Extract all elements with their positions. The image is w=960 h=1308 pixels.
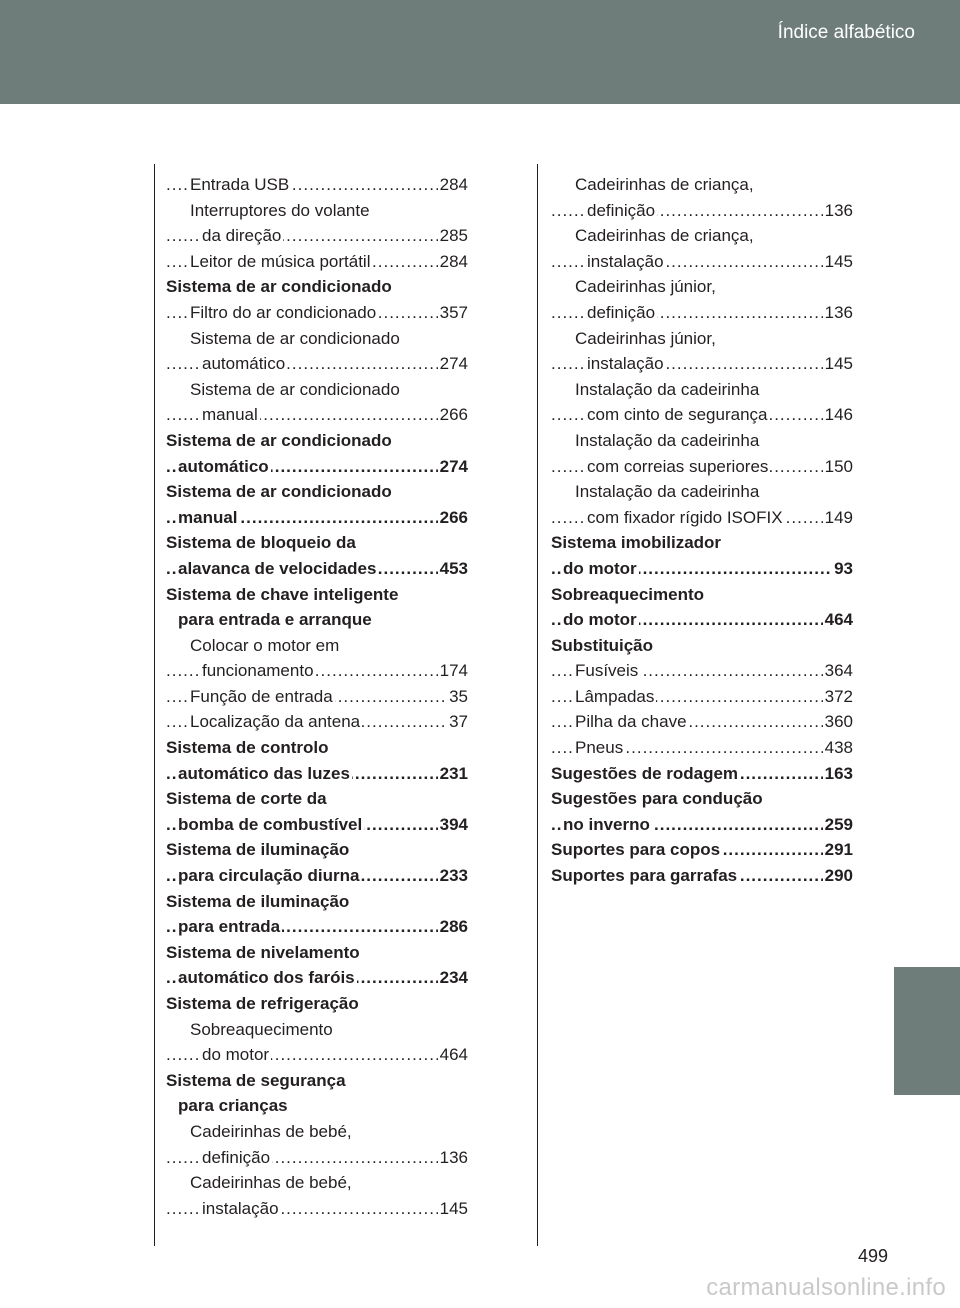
index-entry [166,326,468,352]
index-entry [166,607,468,633]
index-entry-page: 93 [832,556,853,582]
index-entry-page: 231 [438,761,468,787]
index-entry-text: Sistema de ar condicionado [166,277,392,297]
index-entry-page: 266 [438,505,468,531]
index-entry-text: automático dos faróis [178,968,355,988]
index-entry-text: instalação [587,251,664,271]
index-entry [166,556,468,582]
index-entry [551,351,853,377]
index-entry [166,633,468,659]
index-entry [166,914,468,940]
index-entry [166,1196,468,1222]
index-entry-page: 286 [438,914,468,940]
index-entry-text: com correias superiores [587,456,769,476]
index-entry [551,709,853,735]
index-entry [166,863,468,889]
index-entry-text: Fusíveis [575,661,639,681]
index-entry [551,428,853,454]
index-entry-page: 163 [823,761,853,787]
index-entry-page: 357 [438,300,468,326]
index-entry [551,402,853,428]
index-entry [551,582,853,608]
index-entry-text: Sistema de iluminação [166,891,350,911]
index-entry-text: Sistema de ar condicionado [166,482,392,502]
index-entry [166,889,468,915]
index-entry-text: Lâmpadas [575,686,655,706]
index-entry [166,1093,468,1119]
index-entry-text: Substituição [551,635,654,655]
index-entry-page: 284 [438,249,468,275]
index-entry [166,1145,468,1171]
index-entry [551,684,853,710]
index-entry-text: Cadeirinhas de criança, [575,175,754,194]
index-entry-text: Sistema de nivelamento [166,942,360,962]
index-entry-page: 364 [823,658,853,684]
index-entry-text: com fixador rígido ISOFIX [587,507,783,527]
index-entry-page: 464 [438,1042,468,1068]
index-entry-text: Instalação da cadeirinha [575,482,760,502]
index-entry-text: Sugestões de rodagem [551,763,739,783]
index-entry-text: Cadeirinhas júnior, [575,328,716,348]
index-entry-page: 174 [438,658,468,684]
index-entry-page: 234 [438,965,468,991]
index-entry [166,377,468,403]
index-entry-page: 266 [438,402,468,428]
index-entry-text: definição [202,1147,271,1167]
index-entry-text: automático das luzes [178,763,350,783]
watermark: carmanualsonline.info [706,1274,946,1301]
index-entry-text: automático [202,354,286,374]
index-entry-text: Cadeirinhas júnior, [575,277,716,297]
column-divider-middle [537,164,538,1246]
index-entry-text: do motor [563,610,637,630]
index-entry-text: Instalação da cadeirinha [575,430,760,450]
index-entry [551,479,853,505]
index-entry-page: 274 [438,351,468,377]
index-entry [166,428,468,454]
index-entry-page: 394 [438,812,468,838]
index-entry-text: definição [587,200,656,220]
index-entry-text: Pneus [575,738,624,758]
index-entry-text: Pilha da chave [575,712,687,732]
index-entry-page: 149 [823,505,853,531]
index-entry [551,223,853,249]
index-entry-text: do motor [563,558,637,578]
index-entry [166,965,468,991]
index-entry [166,684,468,710]
chapter-tab [894,967,960,1095]
index-entry-text: para entrada [178,917,281,937]
index-entry [551,607,853,633]
index-entry [551,863,853,889]
index-entry [551,249,853,275]
index-entry [166,1042,468,1068]
index-entry-text: Leitor de música portátil [190,251,371,271]
index-entry [166,402,468,428]
index-entry-text: para circulação diurna [178,866,360,886]
index-entry-text: Sistema de refrigeração [166,994,359,1013]
index-entry [166,709,468,735]
index-entry-text: manual [178,507,238,527]
index-entry-text: para entrada e arranque [178,610,372,630]
index-entry [166,1017,468,1043]
index-entry-text: do motor [202,1045,270,1065]
index-entry-page: 136 [823,300,853,326]
index-entry-page: 233 [438,863,468,889]
index-entry-text: Função de entrada [190,686,333,706]
column-divider-left [154,164,155,1246]
index-entry-text: alavanca de velocidades [178,558,377,578]
index-entry [551,454,853,480]
index-entry-page: 274 [438,454,468,480]
index-entry-text: Sistema de segurança [166,1070,346,1090]
index-entry-text: Sistema de ar condicionado [166,430,392,450]
index-entry-text: Sistema de chave inteligente [166,584,399,604]
index-entry [166,837,468,863]
index-entry-text: Sistema de corte da [166,789,327,809]
index-entry [166,274,468,300]
index-entry [166,1119,468,1145]
index-entry-text: funcionamento [202,661,314,681]
index-entry-text: com cinto de segurança [587,405,768,425]
index-column-right [551,172,853,889]
index-entry-text: bomba de combustível [178,814,363,834]
index-entry-page: 146 [823,402,853,428]
index-entry-page: 136 [438,1145,468,1171]
index-entry [166,505,468,531]
index-entry [166,1170,468,1196]
index-entry [551,837,853,863]
index-entry [166,1068,468,1094]
index-entry-text: Sugestões para condução [551,789,763,809]
index-entry [166,223,468,249]
index-entry-page: 360 [823,709,853,735]
index-entry [551,761,853,787]
index-entry [551,658,853,684]
index-entry [551,274,853,300]
index-entry [166,198,468,224]
index-entry [166,300,468,326]
index-entry-text: para crianças [178,1096,288,1116]
index-entry-page: 136 [823,198,853,224]
index-entry-page: 35 [447,684,468,710]
index-entry-text: manual [202,405,258,425]
index-entry [166,351,468,377]
index-entry-text: Cadeirinhas de criança, [575,226,754,246]
index-entry-text: Suportes para copos [551,840,721,860]
index-entry-text: Sistema de bloqueio da [166,533,356,553]
index-entry-page: 291 [823,837,853,863]
index-entry-page: 145 [823,351,853,377]
index-entry-text: Localização da antena [190,712,361,732]
index-entry [166,786,468,812]
index-entry-text: Cadeirinhas de bebé, [190,1173,352,1193]
index-entry-page: 37 [447,709,468,735]
index-entry [166,530,468,556]
index-entry-text: Cadeirinhas de bebé, [190,1121,352,1141]
index-entry-text: Suportes para garrafas [551,866,738,886]
index-entry [551,735,853,761]
index-entry-text: instalação [587,354,664,374]
index-entry-text: Sobreaquecimento [190,1019,333,1039]
index-entry [166,940,468,966]
index-entry [166,454,468,480]
index-entry-page: 145 [438,1196,468,1222]
index-entry-page: 290 [823,863,853,889]
index-entry-page: 145 [823,249,853,275]
index-entry [166,172,468,198]
header-band [0,0,960,104]
index-entry-text: Sistema imobilizador [551,533,722,553]
index-entry-text: Filtro do ar condicionado [190,302,377,322]
index-entry [551,326,853,352]
index-entry-page: 453 [438,556,468,582]
index-entry-text: instalação [202,1198,279,1218]
section-title: Índice alfabético [777,22,915,43]
index-entry-page: 150 [823,454,853,480]
index-entry [551,556,853,582]
index-entry-text: Sobreaquecimento [551,584,705,604]
index-entry [551,786,853,812]
index-entry [551,300,853,326]
index-entry-page: 464 [823,607,853,633]
index-entry [551,198,853,224]
index-entry [551,633,853,659]
index-entry [166,735,468,761]
index-entry-text: Colocar o motor em [190,635,340,655]
index-entry [166,991,468,1017]
index-entry [551,377,853,403]
index-entry-page: 438 [823,735,853,761]
index-entry [551,505,853,531]
index-entry-text: no inverno [563,814,650,834]
index-entry [551,530,853,556]
index-entry-text: Sistema de ar condicionado [190,379,400,399]
index-entry-text: Sistema de iluminação [166,840,350,860]
index-column-left [166,172,468,1221]
index-entry [551,812,853,838]
index-entry [166,249,468,275]
index-entry-text: automático [178,456,269,476]
page-number: 499 [857,1246,888,1266]
index-entry-text: Instalação da cadeirinha [575,379,760,399]
index-entry-page: 284 [438,172,468,198]
index-entry-text: definição [587,302,656,322]
index-entry [166,761,468,787]
index-entry [166,582,468,608]
index-entry-text: Sistema de controlo [166,738,329,758]
index-entry [166,658,468,684]
index-entry-page: 285 [438,223,468,249]
index-entry-text: da direção [202,226,282,246]
index-entry-text: Interruptores do volante [190,200,370,220]
index-entry-page: 372 [823,684,853,710]
index-entry-text: Sistema de ar condicionado [190,328,400,348]
index-entry [166,812,468,838]
index-entry-page: 259 [823,812,853,838]
index-entry-text: Entrada USB [190,175,290,194]
index-entry [551,172,853,198]
index-entry [166,479,468,505]
